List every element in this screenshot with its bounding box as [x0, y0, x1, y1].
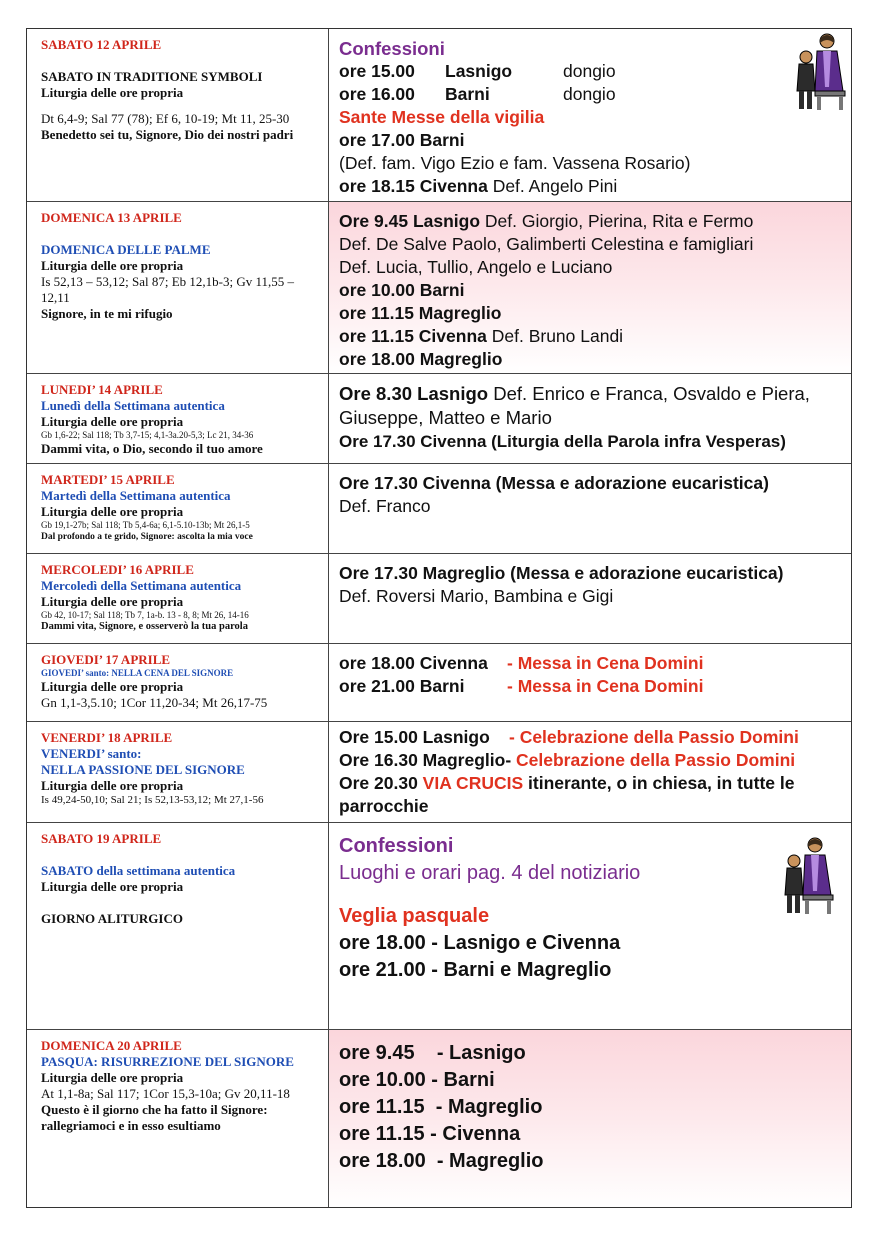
- day-label: SABATO 12 APRILE: [41, 37, 162, 52]
- liturgy-cell: [27, 554, 329, 643]
- readings: Dt 6,4-9; Sal 77 (78); Ef 6, 10-19; Mt 11, 25-30: [41, 111, 290, 126]
- liturgy-cell: [27, 823, 329, 1029]
- schedule-table: [26, 28, 852, 1208]
- liturgy-cell: [27, 464, 329, 553]
- schedule-line: ore 18.00 - Magreglio: [339, 1150, 544, 1172]
- liturgy-cell: [27, 1030, 329, 1207]
- schedule-line: Ore 17.30 Magreglio (Messa e adorazione eucaristica): [339, 563, 784, 583]
- schedule-line: ore 15.00 Lasnigo dongio: [339, 61, 616, 81]
- liturgy-hours: Liturgia delle ore propria: [41, 594, 184, 609]
- readings: Is 52,13 – 53,12; Sal 87; Eb 12,1b-3; Gv 11,55 – 12,11: [41, 274, 295, 305]
- schedule-cell: [329, 823, 851, 1029]
- day-label: VENERDI’ 18 APRILE: [41, 730, 173, 745]
- confession-icon: [793, 31, 849, 111]
- liturgy-title: SABATO IN TRADITIONE SYMBOLI: [41, 69, 263, 84]
- readings: Gn 1,1-3,5.10; 1Cor 11,20-34; Mt 26,17-75: [41, 695, 268, 710]
- liturgy-cell: [27, 374, 329, 463]
- liturgy-title: DOMENICA DELLE PALME: [41, 242, 211, 257]
- schedule-cell: [329, 1030, 851, 1207]
- table-row: [27, 721, 851, 822]
- table-row: [27, 463, 851, 553]
- psalm-response: Dammi vita, o Dio, secondo il tuo amore: [41, 441, 263, 456]
- schedule-line: Ore 16.30 Magreglio- Celebrazione della Passio Domini: [339, 750, 796, 770]
- day-label: DOMENICA 20 APRILE: [41, 1038, 182, 1053]
- readings: At 1,1-8a; Sal 117; 1Cor 15,3-10a; Gv 20,11-18: [41, 1086, 290, 1101]
- confession-note: Luoghi e orari pag. 4 del notiziario: [339, 862, 641, 884]
- schedule-line: ore 21.00 Barni - Messa in Cena Domini: [339, 676, 704, 696]
- schedule-cell: [329, 374, 851, 463]
- liturgy-hours: Liturgia delle ore propria: [41, 1070, 184, 1085]
- day-label: DOMENICA 13 APRILE: [41, 210, 182, 225]
- schedule-line: ore 10.00 Barni: [339, 280, 465, 300]
- table-row: [27, 29, 851, 201]
- schedule-line: ore 21.00 - Barni e Magreglio: [339, 959, 612, 981]
- liturgy-note: GIORNO ALITURGICO: [41, 911, 183, 926]
- liturgy-title: Lunedì della Settimana autentica: [41, 398, 225, 413]
- table-row: [27, 822, 851, 1029]
- schedule-line: ore 18.15 Civenna Def. Angelo Pini: [339, 176, 618, 196]
- vigil-title: Veglia pasquale: [339, 905, 490, 927]
- readings: Gb 1,6-22; Sal 118; Tb 3,7-15; 4,1-3a.20-5,3; Lc 21, 34-36: [41, 430, 254, 440]
- liturgy-hours: Liturgia delle ore propria: [41, 679, 184, 694]
- schedule-line: ore 9.45 - Lasnigo: [339, 1042, 526, 1064]
- schedule-line: ore 10.00 - Barni: [339, 1069, 495, 1091]
- liturgy-hours: Liturgia delle ore propria: [41, 879, 184, 894]
- psalm-response: Dal profondo a te grido, Signore: ascolta la mia voce: [41, 532, 253, 542]
- table-row: [27, 1029, 851, 1207]
- psalm-response: Dammi vita, Signore, e osserverò la tua parola: [41, 621, 248, 632]
- schedule-line: Def. Lucia, Tullio, Angelo e Luciano: [339, 257, 613, 277]
- schedule-line: ore 16.00 Barni dongio: [339, 84, 616, 104]
- table-row: [27, 643, 851, 721]
- liturgy-cell: [27, 722, 329, 822]
- liturgy-hours: Liturgia delle ore propria: [41, 504, 184, 519]
- schedule-line: (Def. fam. Vigo Ezio e fam. Vassena Rosario): [339, 153, 691, 173]
- confession-icon: [781, 835, 837, 915]
- table-row: [27, 201, 851, 373]
- schedule-line: ore 17.00 Barni: [339, 130, 465, 150]
- schedule-cell: [329, 644, 851, 721]
- liturgy-hours: Liturgia delle ore propria: [41, 85, 184, 100]
- schedule-line: ore 18.00 Magreglio: [339, 349, 503, 369]
- schedule-line: Ore 17.30 Civenna (Liturgia della Parola infra Vesperas): [339, 432, 786, 451]
- liturgy-subtitle: NELLA PASSIONE DEL SIGNORE: [41, 762, 245, 777]
- schedule-line: ore 18.00 Civenna - Messa in Cena Domini: [339, 653, 704, 673]
- confession-title: Confessioni: [339, 38, 445, 59]
- day-label: LUNEDI’ 14 APRILE: [41, 382, 163, 397]
- schedule-line: ore 11.15 - Civenna: [339, 1123, 521, 1145]
- liturgy-hours: Liturgia delle ore propria: [41, 258, 184, 273]
- day-label: MARTEDI’ 15 APRILE: [41, 472, 175, 487]
- psalm-response: Questo è il giorno che ha fatto il Signore: rallegriamoci e in esso esultiamo: [41, 1102, 268, 1133]
- liturgy-title: PASQUA: RISURREZIONE DEL SIGNORE: [41, 1054, 294, 1069]
- liturgy-title: VENERDI’ santo:: [41, 746, 142, 761]
- psalm-response: Signore, in te mi rifugio: [41, 306, 173, 321]
- table-row: [27, 553, 851, 643]
- liturgy-cell: [27, 202, 329, 373]
- schedule-line: Ore 9.45 Lasnigo Def. Giorgio, Pierina, Rita e Fermo: [339, 211, 754, 231]
- liturgy-hours: Liturgia delle ore propria: [41, 414, 184, 429]
- liturgy-title: Martedì della Settimana autentica: [41, 488, 231, 503]
- liturgy-hours: Liturgia delle ore propria: [41, 778, 184, 793]
- liturgy-title: Mercoledì della Settimana autentica: [41, 578, 242, 593]
- schedule-line: Ore 15.00 Lasnigo - Celebrazione della Passio Domini: [339, 727, 799, 747]
- schedule-line: Ore 8.30 Lasnigo Def. Enrico e Franca, Osvaldo e Piera, Giuseppe, Matteo e Mario: [339, 383, 810, 428]
- schedule-line: Def. Franco: [339, 496, 431, 516]
- day-label: GIOVEDI’ 17 APRILE: [41, 652, 171, 667]
- schedule-cell: [329, 464, 851, 553]
- psalm-response: Benedetto sei tu, Signore, Dio dei nostri padri: [41, 127, 294, 142]
- schedule-line: Ore 20.30 VIA CRUCIS itinerante, o in chiesa, in tutte le parrocchie: [339, 773, 795, 816]
- table-row: [27, 373, 851, 463]
- schedule-cell: [329, 722, 851, 822]
- schedule-cell: [329, 29, 851, 201]
- schedule-line: Ore 17.30 Civenna (Messa e adorazione eucaristica): [339, 473, 769, 493]
- liturgy-cell: [27, 644, 329, 721]
- schedule-line: ore 11.15 Civenna Def. Bruno Landi: [339, 326, 624, 346]
- liturgy-title: GIOVEDI’ santo: NELLA CENA DEL SIGNORE: [41, 668, 234, 678]
- liturgy-cell: [27, 29, 329, 201]
- schedule-line: ore 11.15 Magreglio: [339, 303, 502, 323]
- confession-title: Confessioni: [339, 835, 454, 857]
- day-label: MERCOLEDI’ 16 APRILE: [41, 562, 194, 577]
- readings: Is 49,24-50,10; Sal 21; Is 52,13-53,12; Mt 27,1-56: [41, 794, 264, 806]
- schedule-cell: [329, 202, 851, 373]
- schedule-cell: [329, 554, 851, 643]
- schedule-line: ore 18.00 - Lasnigo e Civenna: [339, 932, 621, 954]
- readings: Gb 19,1-27b; Sal 118; Tb 5,4-6a; 6,1-5.10-13b; Mt 26,1-5: [41, 520, 250, 530]
- schedule-line: ore 11.15 - Magreglio: [339, 1096, 543, 1118]
- day-label: SABATO 19 APRILE: [41, 831, 162, 846]
- masses-subtitle: Sante Messe della vigilia: [339, 107, 545, 127]
- liturgy-title: SABATO della settimana autentica: [41, 863, 236, 878]
- readings: Gb 42, 10-17; Sal 118; Tb 7, 1a-b. 13 - 8, 8; Mt 26, 14-16: [41, 610, 249, 620]
- schedule-line: Def. De Salve Paolo, Galimberti Celestina e famigliari: [339, 234, 754, 254]
- schedule-line: Def. Roversi Mario, Bambina e Gigi: [339, 586, 614, 606]
